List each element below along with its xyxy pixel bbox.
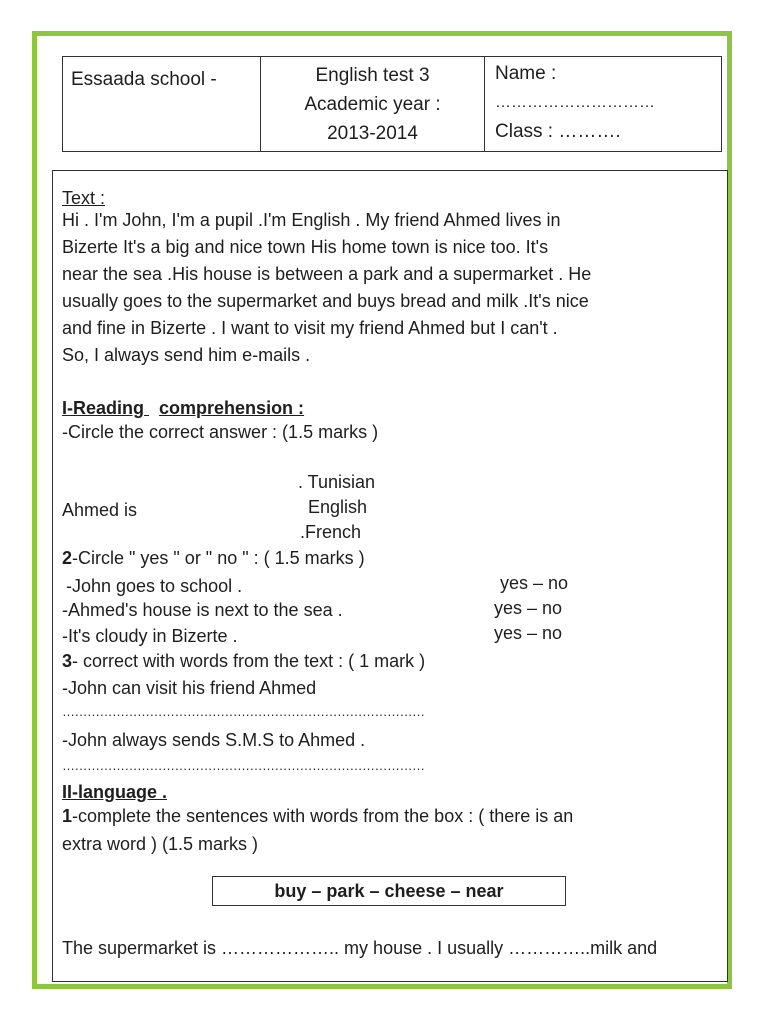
reading-heading (62, 396, 304, 420)
test-title: English test 3 (315, 65, 430, 86)
language-question-1 (62, 804, 573, 828)
yes-no-item: -Ahmed's house is next to the sea . (62, 600, 343, 620)
class-label: Class : ………. (495, 121, 621, 142)
yes-no-choice: yes – no (500, 573, 569, 593)
question-1-subject: Ahmed is (62, 500, 138, 520)
question-2 (62, 546, 365, 570)
text-line: Hi . I'm John, I'm a pupil .I'm English . My friend Ahmed lives in (62, 210, 561, 230)
name-blank: ………………………… (495, 94, 655, 111)
language-question-1-line2: extra word ) (1.5 marks ) (62, 834, 259, 854)
yes-no-choice: yes – no (494, 623, 563, 643)
yes-no-item: -John goes to school . (66, 576, 243, 596)
text-line: usually goes to the supermarket and buys bread and milk .It's nice (62, 291, 589, 311)
option-english: English (308, 497, 368, 517)
option-french: .French (300, 522, 362, 542)
yes-no-item: -It's cloudy in Bizerte . (62, 626, 238, 646)
language-question-1-number: 1 (62, 806, 73, 826)
word-box: buy – park – cheese – near (212, 876, 566, 906)
academic-year-value: 2013-2014 (327, 123, 418, 144)
answer-dots: …………………………………………………………………………… (62, 758, 425, 773)
student-info-cell (485, 57, 721, 151)
correction-sentence: -John can visit his friend Ahmed (62, 678, 317, 698)
header-table (62, 56, 722, 152)
yes-no-choice: yes – no (494, 598, 563, 618)
text-line: So, I always send him e-mails . (62, 345, 311, 365)
text-line: Bizerte It's a big and nice town His home town is nice too. It's (62, 237, 549, 257)
reading-heading-part1: I-Reading (62, 398, 145, 418)
test-info-cell (261, 57, 485, 151)
text-heading: Text : (62, 188, 106, 208)
question-2-number: 2 (62, 548, 73, 568)
question-1: -Circle the correct answer : (1.5 marks ) (62, 422, 379, 442)
text-line: and fine in Bizerte . I want to visit my friend Ahmed but I can't . (62, 318, 558, 338)
school-cell (63, 57, 261, 151)
language-heading: II-language . (62, 782, 168, 802)
answer-dots: …………………………………………………………………………… (62, 704, 425, 719)
text-line: near the sea .His house is between a park and a supermarket . He (62, 264, 592, 284)
question-3-text: - correct with words from the text : ( 1 mark ) (72, 651, 426, 671)
question-3-number: 3 (62, 651, 73, 671)
fill-in-sentence: The supermarket is ……………….. my house . I usually …………..milk and (62, 938, 658, 958)
reading-heading-part2: comprehension : (159, 398, 305, 418)
school-name: Essaada school - (71, 69, 217, 90)
question-3 (62, 649, 425, 673)
academic-year-label: Academic year : (304, 94, 441, 115)
question-2-text: -Circle " yes " or " no " : ( 1.5 marks ) (72, 548, 365, 568)
name-label: Name : (495, 63, 557, 84)
language-question-1-text: -complete the sentences with words from the box : ( there is an (72, 806, 574, 826)
option-tunisian: . Tunisian (298, 472, 376, 492)
correction-sentence: -John always sends S.M.S to Ahmed . (62, 730, 366, 750)
